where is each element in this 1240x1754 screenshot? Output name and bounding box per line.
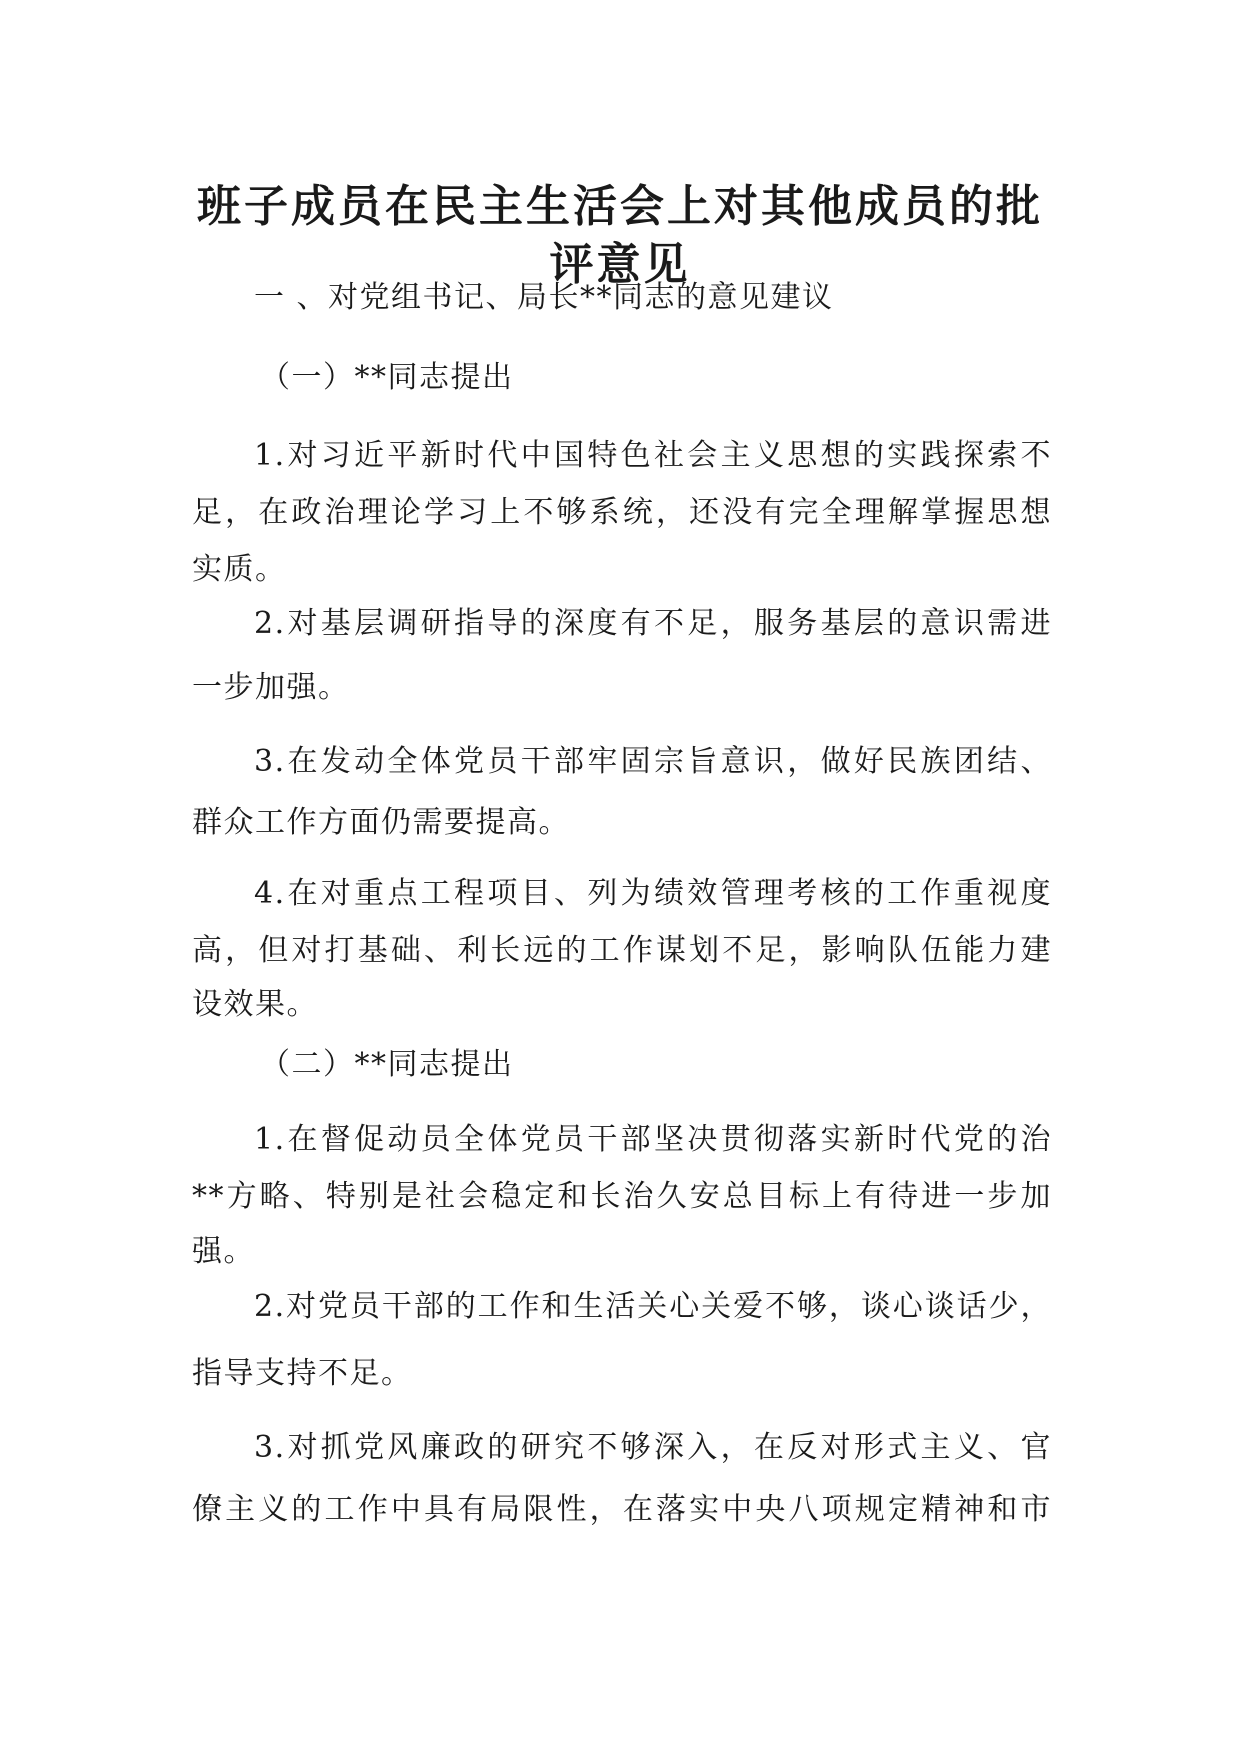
paragraph-line: **方略、特别是社会稳定和长治久安总目标上有待进一步加: [192, 1179, 1052, 1214]
paragraph-line: 强。: [192, 1234, 255, 1269]
paragraph-line: 实质。: [192, 552, 287, 587]
paragraph-line: 1.在督促动员全体党员干部坚决贯彻落实新时代党的治: [254, 1122, 1052, 1157]
paragraph-line: 1.对习近平新时代中国特色社会主义思想的实践探索不: [254, 438, 1052, 473]
subsection-heading-1: （一）**同志提出: [260, 360, 514, 395]
paragraph-line: 4.在对重点工程项目、列为绩效管理考核的工作重视度: [254, 876, 1052, 911]
section-heading: 一 、对党组书记、局长**同志的意见建议: [254, 280, 834, 315]
paragraph-line: 2.对基层调研指导的深度有不足，服务基层的意识需进: [254, 606, 1052, 641]
title-line-1: 班子成员在民主生活会上对其他成员的批: [197, 181, 1043, 232]
paragraph-line: 指导支持不足。: [192, 1356, 413, 1391]
paragraph-line: 设效果。: [192, 987, 318, 1022]
paragraph-line: 3.对抓党风廉政的研究不够深入，在反对形式主义、官: [254, 1430, 1052, 1465]
paragraph-line: 僚主义的工作中具有局限性，在落实中央八项规定精神和市: [192, 1492, 1052, 1527]
subsection-heading-2: （二）**同志提出: [260, 1047, 514, 1082]
paragraph-line: 高，但对打基础、利长远的工作谋划不足，影响队伍能力建: [192, 933, 1052, 968]
paragraph-line: 3.在发动全体党员干部牢固宗旨意识，做好民族团结、: [254, 744, 1052, 779]
paragraph-line: 2.对党员干部的工作和生活关心关爱不够，谈心谈话少，: [254, 1289, 1052, 1324]
paragraph-line: 足，在政治理论学习上不够系统，还没有完全理解掌握思想: [192, 495, 1052, 530]
document-title: [190, 178, 1050, 294]
paragraph-line: 群众工作方面仍需要提高。: [192, 805, 570, 840]
title-line-2: 评意见: [549, 239, 691, 290]
paragraph-line: 一步加强。: [192, 670, 350, 705]
